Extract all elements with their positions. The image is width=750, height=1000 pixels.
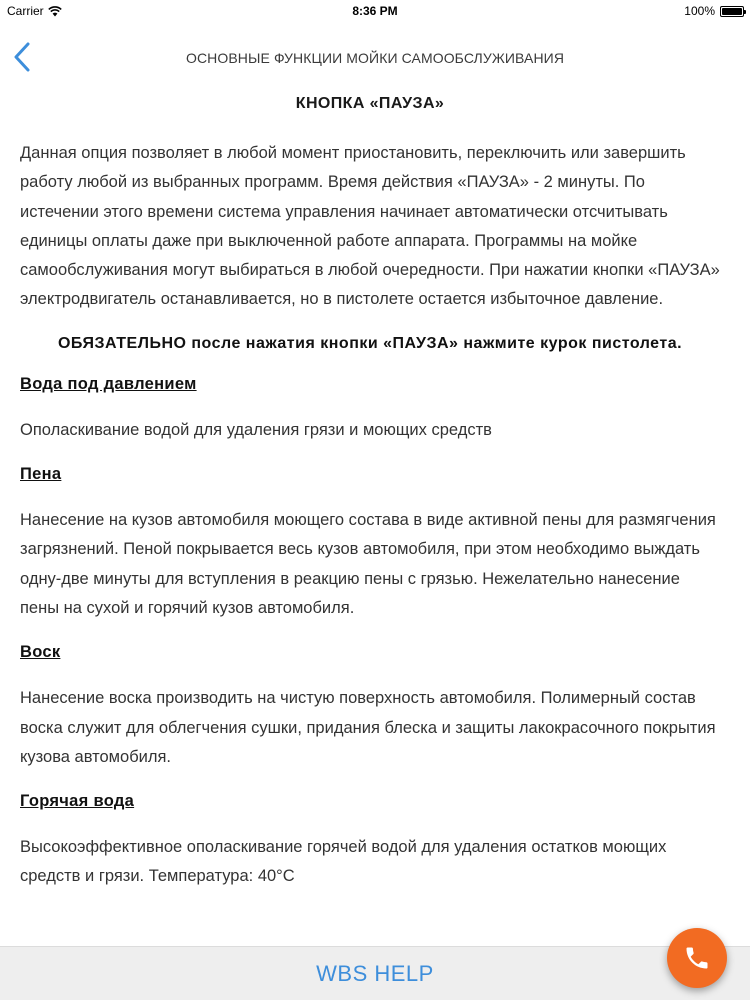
section-text-wax: Нанесение воска производить на чистую поверхность автомобиля. Полимерный состав воска служит для облегчения сушки, придания блеска и защиты лакокрасочного покрытия кузова автомобиля. [20, 689, 716, 766]
wbs-help-button[interactable]: WBS HELP [316, 961, 434, 986]
battery-percent: 100% [684, 4, 715, 18]
section-title-pressure-water: Вода под давлением [20, 374, 197, 393]
bottom-bar [0, 946, 750, 1000]
status-time: 8:36 PM [352, 4, 398, 18]
section-text-foam: Нанесение на кузов автомобиля моющего состава в виде активной пены для размягчения загрязнений. Пеной покрывается весь кузов автомобиля, при этом необходимо выждать одну-две минуты для вступления в реакцию пены с грязью. Нежелательно нанесение пены на сухой и горячий кузов автомобиля. [20, 511, 716, 617]
section-title-foam: Пена [20, 465, 62, 484]
navigation-bar [0, 22, 750, 92]
page-title: ОСНОВНЫЕ ФУНКЦИИ МОЙКИ САМООБСЛУЖИВАНИЯ [185, 50, 565, 66]
pause-warning: ОБЯЗАТЕЛЬНО после нажатия кнопки «ПАУЗА» нажмите курок пистолета. [57, 334, 683, 352]
section-title-hot-water: Горячая вода [20, 792, 135, 811]
pause-description: Данная опция позволяет в любой момент приостановить, переключить или завершить работу любой из выбранных программ. Время действия «ПАУЗА» - 2 минуты. По истечении этого времени система управления начинает автоматически отсчитывать единицы оплаты даже при выключенной работе аппарата. Программы на мойке самообслуживания могут выбираться в любой очередности. При нажатии кнопки «ПАУЗА» электродвигатель останавливается, но в пистолете остается избыточное давление. [20, 144, 720, 309]
battery-icon [720, 6, 744, 17]
battery-info [684, 4, 744, 18]
status-bar [0, 0, 750, 22]
pause-heading: КНОПКА «ПАУЗА» [295, 95, 445, 112]
battery-fill [722, 8, 742, 15]
phone-icon [683, 944, 711, 972]
article-content [20, 95, 720, 912]
carrier-label: Carrier [7, 4, 44, 18]
section-text-pressure-water: Ополаскивание водой для удаления грязи и моющих средств [20, 420, 492, 439]
section-text-hot-water: Высокоэффективное ополаскивание горячей водой для удаления остатков моющих средств и грязи. Температура: 40°С [20, 838, 667, 886]
section-title-wax: Воск [20, 643, 61, 662]
call-button[interactable] [667, 928, 727, 988]
